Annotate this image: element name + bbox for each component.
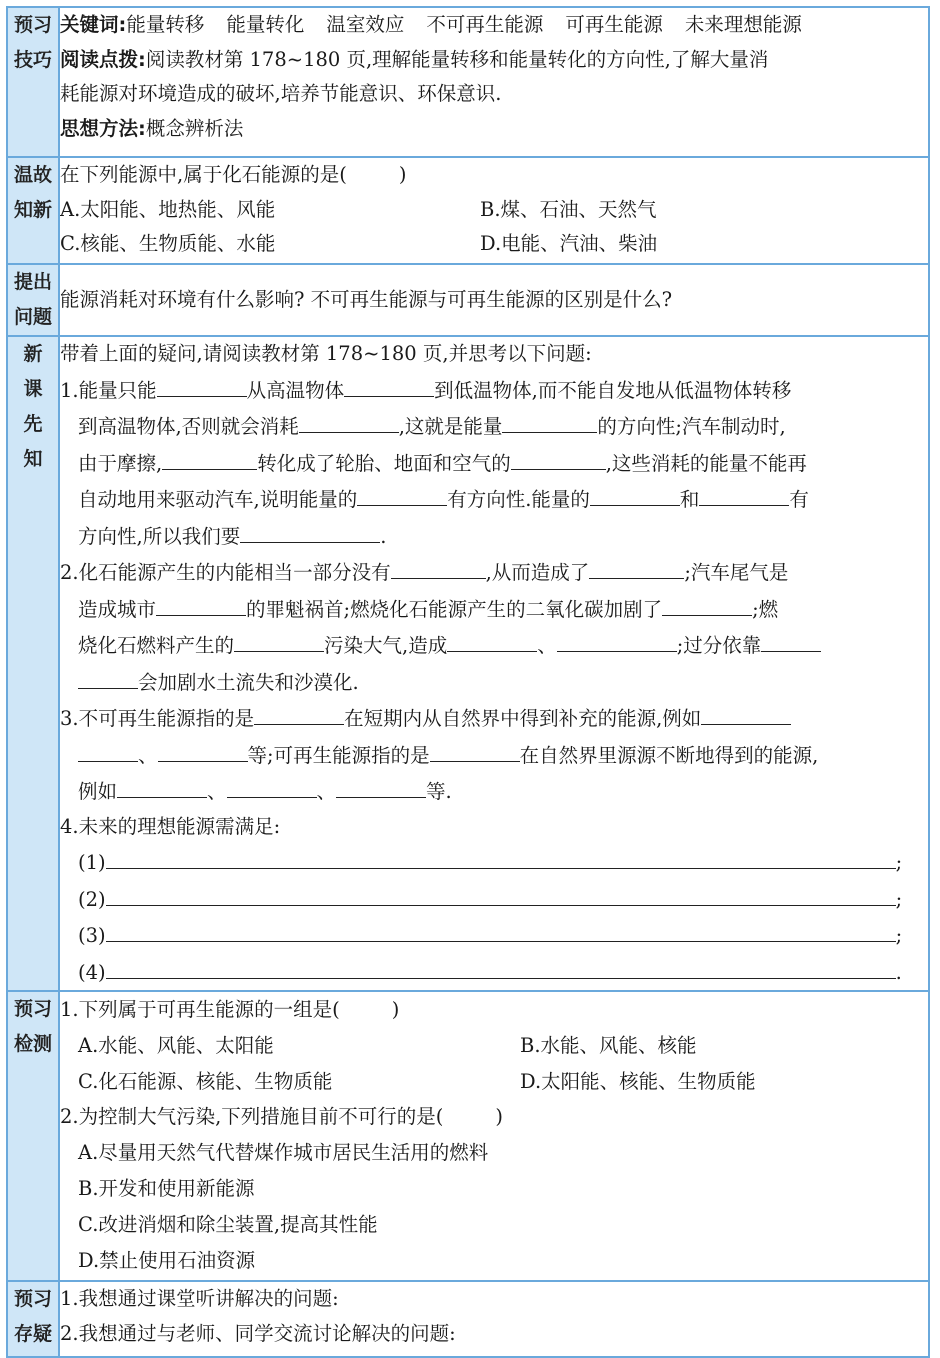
row-new-lesson bbox=[7, 336, 929, 991]
keyword: 能量转化 bbox=[226, 13, 305, 36]
review-options-row bbox=[60, 193, 928, 228]
keywords-label: 关键词: bbox=[60, 13, 127, 36]
side-label-ask: 提出 问题 bbox=[7, 264, 59, 336]
fill-blank[interactable] bbox=[156, 591, 246, 616]
new-lesson-content bbox=[59, 336, 929, 991]
fill-blank[interactable] bbox=[157, 372, 247, 397]
row-doubts bbox=[7, 1281, 929, 1357]
fill-blank[interactable] bbox=[511, 445, 606, 470]
option-d[interactable]: D.电能、汽油、柴油 bbox=[480, 232, 658, 255]
answer-line[interactable] bbox=[106, 954, 896, 979]
fill-blank[interactable] bbox=[78, 737, 138, 762]
fill-blank[interactable] bbox=[761, 627, 821, 652]
fill-blank[interactable] bbox=[254, 700, 344, 725]
keyword: 能量转移 bbox=[126, 13, 205, 36]
check-q2: 2.为控制大气污染,下列措施目前不可行的是( ) bbox=[60, 1105, 504, 1129]
fill-blank[interactable] bbox=[158, 737, 248, 762]
fill-blank[interactable] bbox=[447, 627, 537, 652]
keyword: 未来理想能源 bbox=[684, 13, 802, 36]
q2-line: 会加剧水土流失和沙漠化. bbox=[60, 664, 928, 701]
method-text: 概念辨析法 bbox=[145, 116, 244, 140]
q1-line: 自动地用来驱动汽车,说明能量的 有方向性.能量的 和 有 bbox=[60, 481, 928, 518]
side-label-new-lesson: 新 课 先 知 bbox=[7, 336, 59, 991]
check-q1-options bbox=[60, 1064, 928, 1100]
reading-label: 阅读点拨: bbox=[60, 47, 146, 71]
reading-line-2: 耗能源对环境造成的破坏,培养节能意识、环保意识. bbox=[60, 82, 502, 105]
review-content bbox=[59, 157, 929, 264]
q3-line: 、 等;可再生能源指的是 在自然界里源源不断地得到的能源, bbox=[60, 737, 928, 774]
fill-blank[interactable] bbox=[357, 481, 447, 506]
preview-tips-content bbox=[59, 7, 929, 157]
row-preview-tips bbox=[7, 7, 929, 157]
keyword: 可再生能源 bbox=[565, 13, 663, 36]
worksheet-table bbox=[6, 6, 930, 1358]
check-q1-options bbox=[60, 1028, 928, 1064]
fill-blank[interactable] bbox=[589, 554, 684, 579]
fill-blank[interactable] bbox=[227, 773, 317, 798]
reading-line bbox=[60, 43, 928, 78]
q4-item: (3) ; bbox=[60, 917, 928, 954]
ask-content bbox=[59, 264, 929, 336]
method-label: 思想方法: bbox=[60, 116, 146, 140]
ask-text: 能源消耗对环境有什么影响? 不可再生能源与可再生能源的区别是什么? bbox=[60, 287, 673, 311]
row-ask bbox=[7, 264, 929, 336]
q2-line: 2.化石能源产生的内能相当一部分没有 ,从而造成了 ;汽车尾气是 bbox=[60, 554, 928, 591]
side-label-review: 温故 知新 bbox=[7, 157, 59, 264]
review-options-row bbox=[60, 227, 928, 262]
q1-line: 1.能量只能 从高温物体 到低温物体,而不能自发地从低温物体转移 bbox=[60, 372, 928, 409]
review-question: 在下列能源中,属于化石能源的是( ) bbox=[60, 163, 407, 186]
option-b[interactable]: B.水能、风能、核能 bbox=[520, 1033, 697, 1057]
option-d[interactable]: D.禁止使用石油资源 bbox=[78, 1248, 256, 1272]
q3-line: 3.不可再生能源指的是 在短期内从自然界中得到补充的能源,例如 bbox=[60, 700, 928, 737]
option-a[interactable]: A.太阳能、地热能、风能 bbox=[60, 197, 276, 221]
intro: 带着上面的疑问,请阅读教材第 178~180 页,并思考以下问题: bbox=[60, 342, 592, 365]
q1-line: 到高温物体,否则就会消耗 ,这就是能量 的方向性;汽车制动时, bbox=[60, 408, 928, 445]
side-label-preview-tips: 预习 技巧 bbox=[7, 7, 59, 157]
side-label-check: 预习 检测 bbox=[7, 991, 59, 1281]
doubts-content bbox=[59, 1281, 929, 1357]
fill-blank[interactable] bbox=[299, 408, 399, 433]
option-c[interactable]: C.化石能源、核能、生物质能 bbox=[78, 1069, 333, 1093]
answer-line[interactable] bbox=[106, 881, 896, 906]
fill-blank[interactable] bbox=[662, 591, 752, 616]
check-content bbox=[59, 991, 929, 1281]
option-c[interactable]: C.核能、生物质能、水能 bbox=[60, 232, 276, 255]
fill-blank[interactable] bbox=[391, 554, 486, 579]
answer-line[interactable] bbox=[106, 917, 896, 942]
side-label-doubts: 预习 存疑 bbox=[7, 1281, 59, 1357]
keyword: 不可再生能源 bbox=[426, 13, 544, 36]
method-line bbox=[60, 112, 928, 147]
q1-line: 方向性,所以我们要 . bbox=[60, 518, 928, 555]
keyword: 温室效应 bbox=[326, 13, 405, 36]
fill-blank[interactable] bbox=[78, 664, 138, 689]
fill-blank[interactable] bbox=[162, 445, 257, 470]
option-b[interactable]: B.煤、石油、天然气 bbox=[480, 197, 657, 221]
reading-text: 阅读教材第 178~180 页,理解能量转移和能量转化的方向性,了解大量消 bbox=[145, 47, 769, 71]
fill-blank[interactable] bbox=[590, 481, 680, 506]
fill-blank[interactable] bbox=[344, 372, 434, 397]
option-a[interactable]: A.水能、风能、太阳能 bbox=[78, 1033, 274, 1057]
fill-blank[interactable] bbox=[430, 737, 520, 762]
keywords-line bbox=[60, 8, 928, 43]
fill-blank[interactable] bbox=[240, 518, 380, 543]
doubt-item: 1.我想通过课堂听讲解决的问题: bbox=[60, 1287, 339, 1310]
q4-item: (2) ; bbox=[60, 881, 928, 918]
q4-line: 4.未来的理想能源需满足: bbox=[60, 814, 281, 838]
fill-blank[interactable] bbox=[699, 481, 789, 506]
q1-line: 由于摩擦, 转化成了轮胎、地面和空气的 ,这些消耗的能量不能再 bbox=[60, 445, 928, 482]
option-c[interactable]: C.改进消烟和除尘装置,提高其性能 bbox=[78, 1212, 378, 1236]
fill-blank[interactable] bbox=[557, 627, 677, 652]
fill-blank[interactable] bbox=[234, 627, 324, 652]
check-q1: 1.下列属于可再生能源的一组是( ) bbox=[60, 998, 400, 1021]
q2-line: 造成城市 的罪魁祸首;燃烧化石能源产生的二氧化碳加剧了 ;燃 bbox=[60, 591, 928, 628]
fill-blank[interactable] bbox=[701, 700, 791, 725]
q3-line: 例如 、 、 等. bbox=[60, 773, 928, 810]
answer-line[interactable] bbox=[106, 844, 896, 869]
fill-blank[interactable] bbox=[502, 408, 597, 433]
option-d[interactable]: D.太阳能、核能、生物质能 bbox=[520, 1069, 756, 1093]
q4-item: (4) . bbox=[60, 954, 928, 991]
doubt-item: 2.我想通过与老师、同学交流讨论解决的问题: bbox=[60, 1321, 456, 1345]
option-a[interactable]: A.尽量用天然气代替煤作城市居民生活用的燃料 bbox=[78, 1141, 489, 1165]
q2-line: 烧化石燃料产生的 污染大气,造成 、 ;过分依靠 bbox=[60, 627, 928, 664]
row-check bbox=[7, 991, 929, 1281]
q4-item: (1) ; bbox=[60, 844, 928, 881]
option-b[interactable]: B.开发和使用新能源 bbox=[78, 1176, 255, 1200]
fill-blank[interactable] bbox=[336, 773, 426, 798]
fill-blank[interactable] bbox=[117, 773, 207, 798]
row-review bbox=[7, 157, 929, 264]
